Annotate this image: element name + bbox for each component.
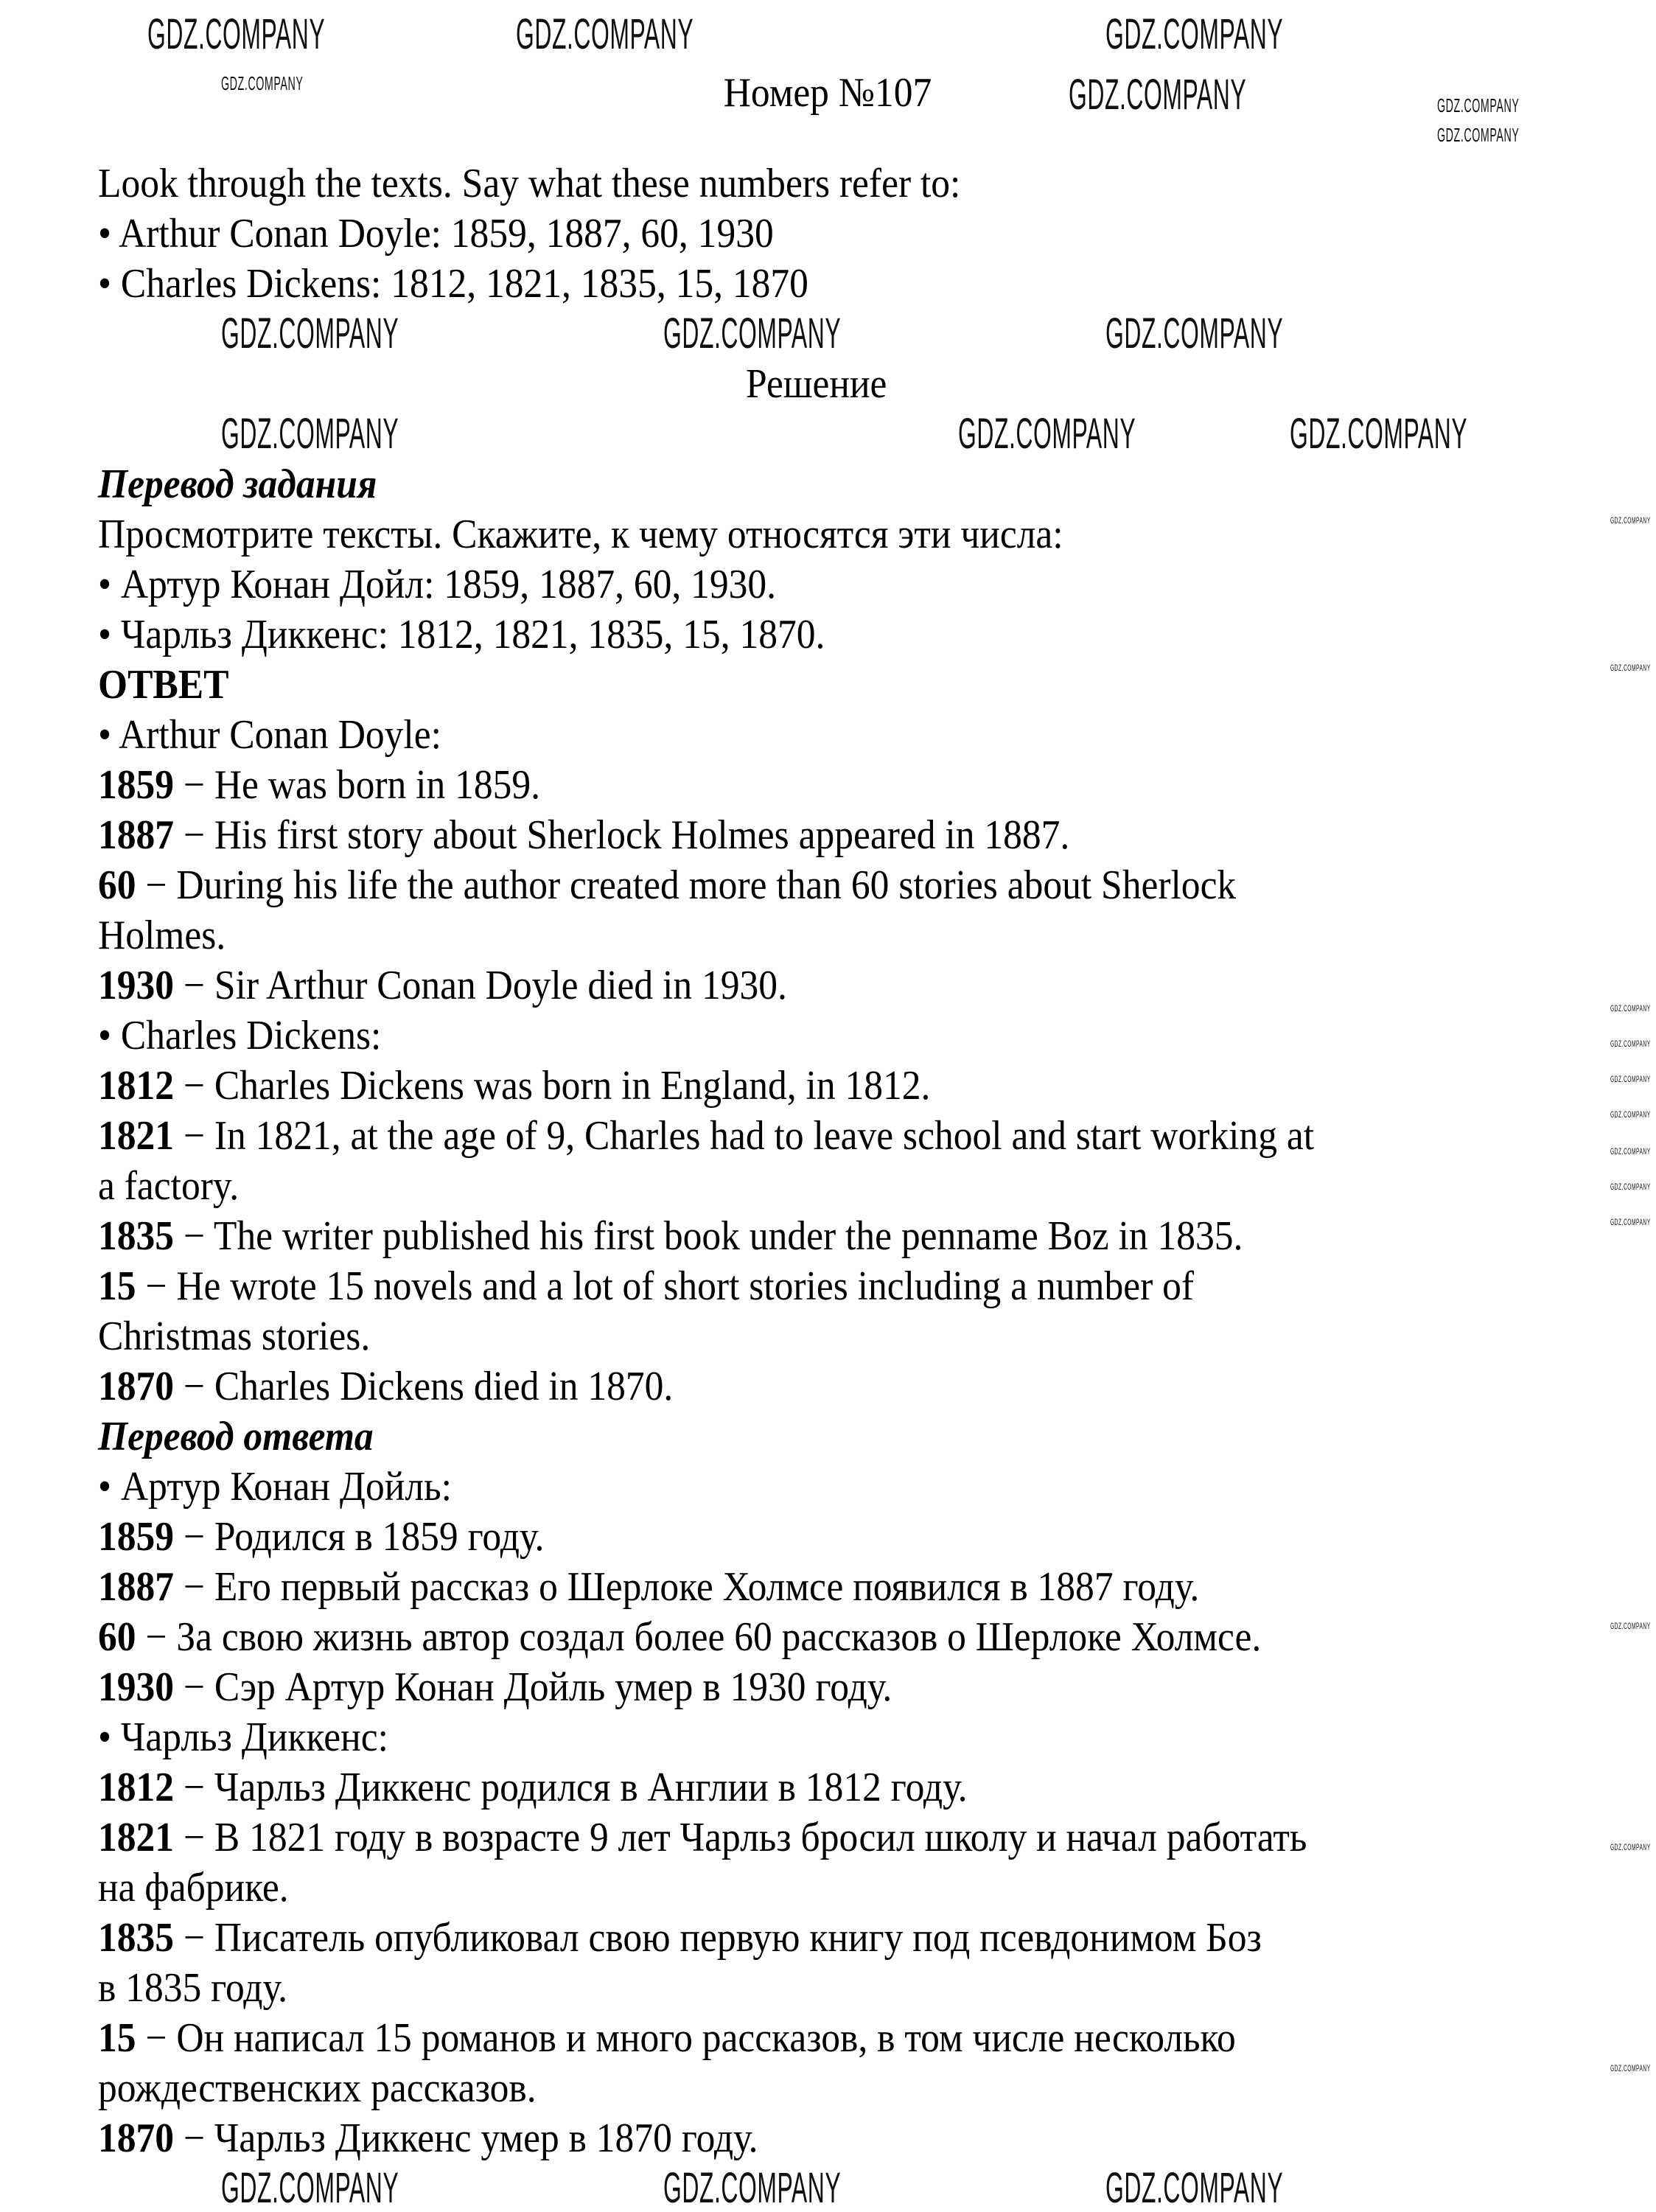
number-key: 1835 — [98, 1915, 175, 1961]
text-line — [98, 409, 105, 459]
watermark: GDZ.COMPANY — [663, 310, 842, 357]
text-line — [98, 1863, 289, 1913]
text-line — [98, 1712, 388, 1762]
line-text: • Charles Dickens: 1812, 1821, 1835, 15, 1870 — [98, 261, 808, 307]
line-text: − Сэр Артур Конан Дойль умер в 1930 году. — [174, 1664, 892, 1710]
watermark: GDZ.COMPANY — [1610, 1621, 1651, 1631]
watermark: GDZ.COMPANY — [147, 10, 326, 58]
watermark: GDZ.COMPANY — [221, 410, 399, 458]
line-text: a factory. — [98, 1163, 240, 1209]
text-line — [98, 158, 960, 209]
number-key: 60 — [98, 1614, 136, 1660]
answer-line — [98, 2013, 1236, 2063]
answer-line — [98, 1261, 1194, 1311]
text-line — [98, 509, 1063, 559]
line-text: Перевод задания — [98, 461, 377, 507]
watermark: GDZ.COMPANY — [663, 2164, 842, 2212]
watermark: GDZ.COMPANY — [516, 10, 694, 58]
answer-line — [98, 860, 1236, 910]
number-key: 1859 — [98, 1514, 175, 1560]
line-text: Holmes. — [98, 913, 226, 958]
line-text: − His first story about Sherlock Holmes appeared in 1887. — [174, 812, 1070, 858]
line-text: • Arthur Conan Doyle: 1859, 1887, 60, 1930 — [98, 211, 774, 257]
line-text: Решение — [746, 361, 887, 407]
line-text: • Чарльз Диккенс: — [98, 1714, 388, 1760]
watermark: GDZ.COMPANY — [1105, 2164, 1284, 2212]
page-title: Номер №107 — [723, 70, 932, 116]
answer-line — [98, 1111, 1314, 1161]
text-line — [98, 2063, 537, 2113]
number-key: 1870 — [98, 1364, 175, 1409]
line-text: на фабрике. — [98, 1865, 289, 1911]
line-text: Christmas stories. — [98, 1313, 371, 1359]
number-key: 1930 — [98, 1664, 175, 1710]
watermark: GDZ.COMPANY — [1610, 1039, 1651, 1049]
watermark: GDZ.COMPANY — [1437, 94, 1520, 116]
watermark: GDZ.COMPANY — [1610, 1217, 1651, 1227]
watermark: GDZ.COMPANY — [1610, 1146, 1651, 1156]
line-text: − Charles Dickens died in 1870. — [174, 1364, 674, 1409]
text-line — [98, 1011, 381, 1061]
watermark: GDZ.COMPANY — [1437, 124, 1520, 146]
document-body — [98, 158, 1572, 2163]
watermark: GDZ.COMPANY — [221, 310, 399, 357]
section-heading — [98, 459, 377, 509]
watermark: GDZ.COMPANY — [1105, 310, 1284, 357]
answer-line — [98, 1512, 544, 1562]
number-key: 15 — [98, 2015, 136, 2061]
line-text: − За свою жизнь автор создал более 60 рассказов о Шерлоке Холмсе. — [136, 1614, 1262, 1660]
line-text: − During his life the author created more than 60 stories about Sherlock — [136, 862, 1237, 908]
line-text: − Чарльз Диккенс родился в Англии в 1812 году. — [174, 1765, 968, 1810]
section-heading — [98, 1412, 374, 1462]
watermark: GDZ.COMPANY — [1105, 10, 1284, 58]
answer-line — [98, 1662, 892, 1712]
watermark: GDZ.COMPANY — [1610, 1074, 1651, 1084]
text-line — [98, 1462, 452, 1512]
line-text: − Charles Dickens was born in England, in 1812. — [174, 1063, 931, 1109]
watermark: GDZ.COMPANY — [1610, 1109, 1651, 1120]
answer-line — [98, 1061, 930, 1111]
text-line — [98, 559, 776, 610]
text-line — [98, 1963, 287, 2013]
watermark: GDZ.COMPANY — [1610, 2063, 1651, 2073]
line-text: • Чарльз Диккенс: 1812, 1821, 1835, 15, 1870. — [98, 612, 825, 657]
line-text: − Писатель опубликовал свою первую книгу под псевдонимом Боз — [174, 1915, 1262, 1961]
watermark: GDZ.COMPANY — [1290, 410, 1468, 458]
line-text: − He was born in 1859. — [174, 762, 541, 808]
watermark: GDZ.COMPANY — [1610, 1003, 1651, 1013]
line-text: Look through the texts. Say what these numbers refer to: — [98, 161, 961, 206]
number-key: 1859 — [98, 762, 175, 808]
answer-line — [98, 1211, 1243, 1261]
section-heading — [98, 660, 229, 710]
line-text: ОТВЕТ — [98, 662, 229, 708]
line-text: − The writer published his first book under the penname Boz in 1835. — [174, 1213, 1243, 1259]
text-line — [98, 910, 226, 960]
text-line — [98, 710, 441, 760]
watermark: GDZ.COMPANY — [958, 410, 1136, 458]
number-key: 15 — [98, 1263, 136, 1309]
answer-line — [98, 1812, 1307, 1863]
line-text: − Sir Arthur Conan Doyle died in 1930. — [174, 963, 787, 1008]
line-text: Просмотрите тексты. Скажите, к чему относятся эти числа: — [98, 512, 1063, 557]
number-key: 60 — [98, 862, 136, 908]
text-line — [98, 1161, 239, 1211]
line-text: − Он написал 15 романов и много рассказов, в том числе несколько — [136, 2015, 1236, 2061]
line-text: • Артур Конан Дойл: 1859, 1887, 60, 1930. — [98, 562, 777, 607]
number-key: 1821 — [98, 1815, 175, 1860]
section-heading — [746, 359, 887, 409]
number-key: 1930 — [98, 963, 175, 1008]
line-text: − Его первый рассказ о Шерлоке Холмсе появился в 1887 году. — [174, 1564, 1200, 1610]
number-key: 1812 — [98, 1765, 175, 1810]
number-key: 1887 — [98, 812, 175, 858]
watermark: GDZ.COMPANY — [221, 2164, 399, 2212]
line-text: • Артур Конан Дойль: — [98, 1464, 452, 1510]
text-line — [98, 309, 105, 359]
answer-line — [98, 1562, 1199, 1612]
line-text: Перевод ответа — [98, 1414, 374, 1459]
number-key: 1821 — [98, 1113, 175, 1159]
watermark: GDZ.COMPANY — [1610, 1182, 1651, 1192]
line-text: • Arthur Conan Doyle: — [98, 712, 441, 758]
number-key: 1812 — [98, 1063, 175, 1109]
line-text: − В 1821 году в возрасте 9 лет Чарльз бросил школу и начал работать — [174, 1815, 1307, 1860]
number-key: 1870 — [98, 2115, 175, 2161]
line-text: − Родился в 1859 году. — [174, 1514, 545, 1560]
text-line — [98, 259, 808, 309]
answer-line — [98, 760, 540, 810]
watermark: GDZ.COMPANY — [221, 72, 304, 94]
line-text: − Чарльз Диккенс умер в 1870 году. — [174, 2115, 758, 2161]
watermark: GDZ.COMPANY — [1610, 1842, 1651, 1852]
number-key: 1887 — [98, 1564, 175, 1610]
text-line — [98, 209, 774, 259]
watermark: GDZ.COMPANY — [1610, 515, 1651, 526]
watermark: GDZ.COMPANY — [1610, 663, 1651, 673]
text-line — [98, 1311, 370, 1361]
line-text: в 1835 году. — [98, 1965, 287, 2011]
line-text: − He wrote 15 novels and a lot of short stories including a number of — [136, 1263, 1195, 1309]
answer-line — [98, 2113, 758, 2163]
line-text: • Charles Dickens: — [98, 1013, 382, 1058]
text-line — [98, 610, 825, 660]
answer-line — [98, 1612, 1261, 1662]
answer-line — [98, 1762, 968, 1812]
number-key: 1835 — [98, 1213, 175, 1259]
watermark: GDZ.COMPANY — [1069, 71, 1247, 119]
answer-line — [98, 1913, 1262, 1963]
answer-line — [98, 810, 1069, 860]
answer-line — [98, 1361, 673, 1412]
answer-line — [98, 960, 787, 1011]
line-text: − In 1821, at the age of 9, Charles had to leave school and start working at — [174, 1113, 1315, 1159]
line-text: рождественских рассказов. — [98, 2065, 537, 2111]
